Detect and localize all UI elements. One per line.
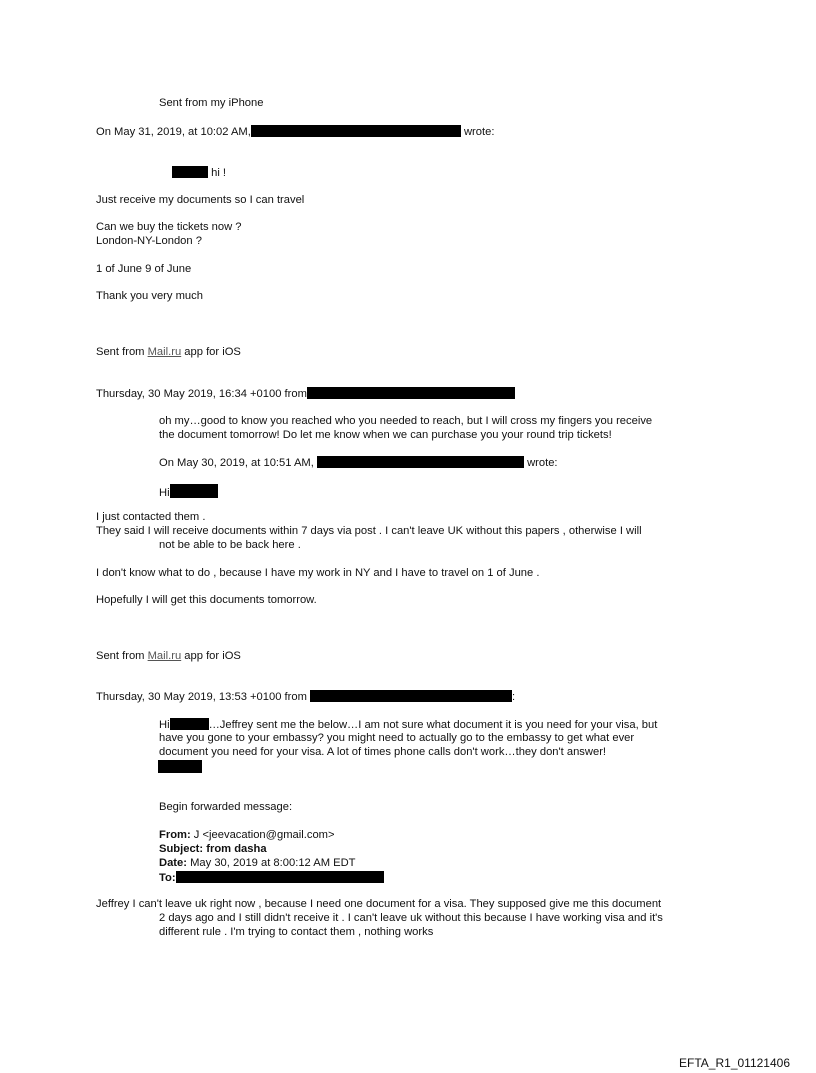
- forwarded-date: [159, 857, 356, 870]
- signature-2-prefix: Sent from: [96, 650, 148, 662]
- forwarded-from: [159, 829, 335, 842]
- msg3-greeting: Hi: [159, 487, 170, 499]
- msg3-line5: Hopefully I will get this documents tomorrow.: [96, 594, 317, 606]
- msg2-line2: the document tomorrow! Do let me know when we can purchase you your round trip tickets!: [159, 429, 612, 441]
- msg1-line5: Thank you very much: [96, 290, 203, 302]
- msg5-line1: Jeffrey I can't leave uk right now , because I need one document for a visa. They supposed give me this document: [96, 898, 662, 910]
- forwarded-intro: Begin forwarded message:: [159, 801, 293, 813]
- reply-header-1: [96, 125, 494, 139]
- redaction-name-3: [170, 718, 209, 730]
- redaction-signature: [158, 760, 202, 773]
- forwarded-to-label: To:: [159, 872, 176, 884]
- msg4-greeting: Hi: [159, 719, 170, 731]
- reply-header-1-suffix: wrote:: [463, 126, 495, 138]
- msg3-line3: not be able to be back here .: [159, 539, 301, 551]
- msg4-line3: document you need for your visa. A lot of times phone calls don't work…they don't answer!: [159, 746, 607, 758]
- reply-header-3-suffix: wrote:: [527, 457, 558, 469]
- forwarded-date-value: May 30, 2019 at 8:00:12 AM EDT: [186, 857, 356, 869]
- msg2-line1: oh my…good to know you reached who you needed to reach, but I will cross my fingers you receive: [159, 415, 653, 427]
- msg1-line4: 1 of June 9 of June: [96, 263, 192, 275]
- msg3-line2: They said I will receive documents within 7 days via post . I can't leave UK without this papers , otherwise I will: [96, 525, 642, 537]
- reply-header-1-text: On May 31, 2019, at 10:02 AM,: [96, 126, 251, 138]
- msg5-line3: different rule . I'm trying to contact them , nothing works: [159, 926, 434, 938]
- msg3-line4: I don't know what to do , because I have my work in NY and I have to travel on 1 of June .: [96, 567, 540, 579]
- reply-header-3-text: On May 30, 2019, at 10:51 AM,: [159, 457, 314, 469]
- forwarded-subject: [159, 843, 267, 856]
- msg3-greeting-line: [159, 484, 218, 500]
- msg1-greeting: hi !: [211, 167, 227, 179]
- forwarded-from-value: J <jeevacation@gmail.com>: [190, 829, 335, 841]
- reply-header-4: [96, 690, 515, 704]
- reply-header-3: [159, 456, 558, 470]
- redaction-name-1: [172, 166, 208, 178]
- msg1-line3: London-NY-London ?: [96, 235, 202, 247]
- forwarded-to: [159, 871, 384, 885]
- redaction-email-2: [307, 387, 515, 399]
- signature-2: [96, 650, 241, 663]
- redaction-to: [176, 871, 384, 883]
- msg1-line2: Can we buy the tickets now ?: [96, 221, 242, 233]
- signature-2-suffix: app for iOS: [181, 650, 241, 662]
- signature-1-prefix: Sent from: [96, 346, 148, 358]
- forwarded-from-label: From:: [159, 829, 191, 841]
- msg3-line1: I just contacted them .: [96, 511, 206, 523]
- msg1-greeting-line: [172, 166, 226, 180]
- msg1-line1: Just receive my documents so I can travel: [96, 194, 305, 206]
- redaction-name-2: [170, 484, 218, 498]
- mail-ru-link-1[interactable]: Mail.ru: [147, 346, 182, 358]
- mail-ru-link-2[interactable]: Mail.ru: [147, 650, 182, 662]
- sent-from-iphone: Sent from my iPhone: [159, 97, 264, 109]
- reply-header-4-text: Thursday, 30 May 2019, 13:53 +0100 from: [96, 691, 307, 703]
- msg5-line2: 2 days ago and I still didn't receive it . I can't leave uk without this because I have working visa and it's: [159, 912, 663, 924]
- reply-header-2-text: Thursday, 30 May 2019, 16:34 +0100 from: [96, 388, 307, 400]
- msg4-line1: [159, 718, 657, 732]
- redaction-email-3: [317, 456, 524, 468]
- signature-1-suffix: app for iOS: [181, 346, 241, 358]
- reply-header-2: [96, 387, 515, 401]
- signature-1: [96, 346, 241, 359]
- msg4-line2: have you gone to your embassy? you might need to actually go to the embassy to get what ever: [159, 732, 635, 744]
- redaction-email-1: [251, 125, 461, 137]
- document-id-footer: EFTA_R1_01121406: [679, 1056, 790, 1070]
- reply-header-4-suffix: :: [512, 691, 516, 703]
- redaction-email-4: [310, 690, 512, 702]
- msg4-line1-text: …Jeffrey sent me the below…I am not sure what document it is you need for your visa, but: [208, 719, 658, 731]
- forwarded-date-label: Date:: [159, 857, 187, 869]
- forwarded-subject-label: Subject: from dasha: [159, 843, 267, 855]
